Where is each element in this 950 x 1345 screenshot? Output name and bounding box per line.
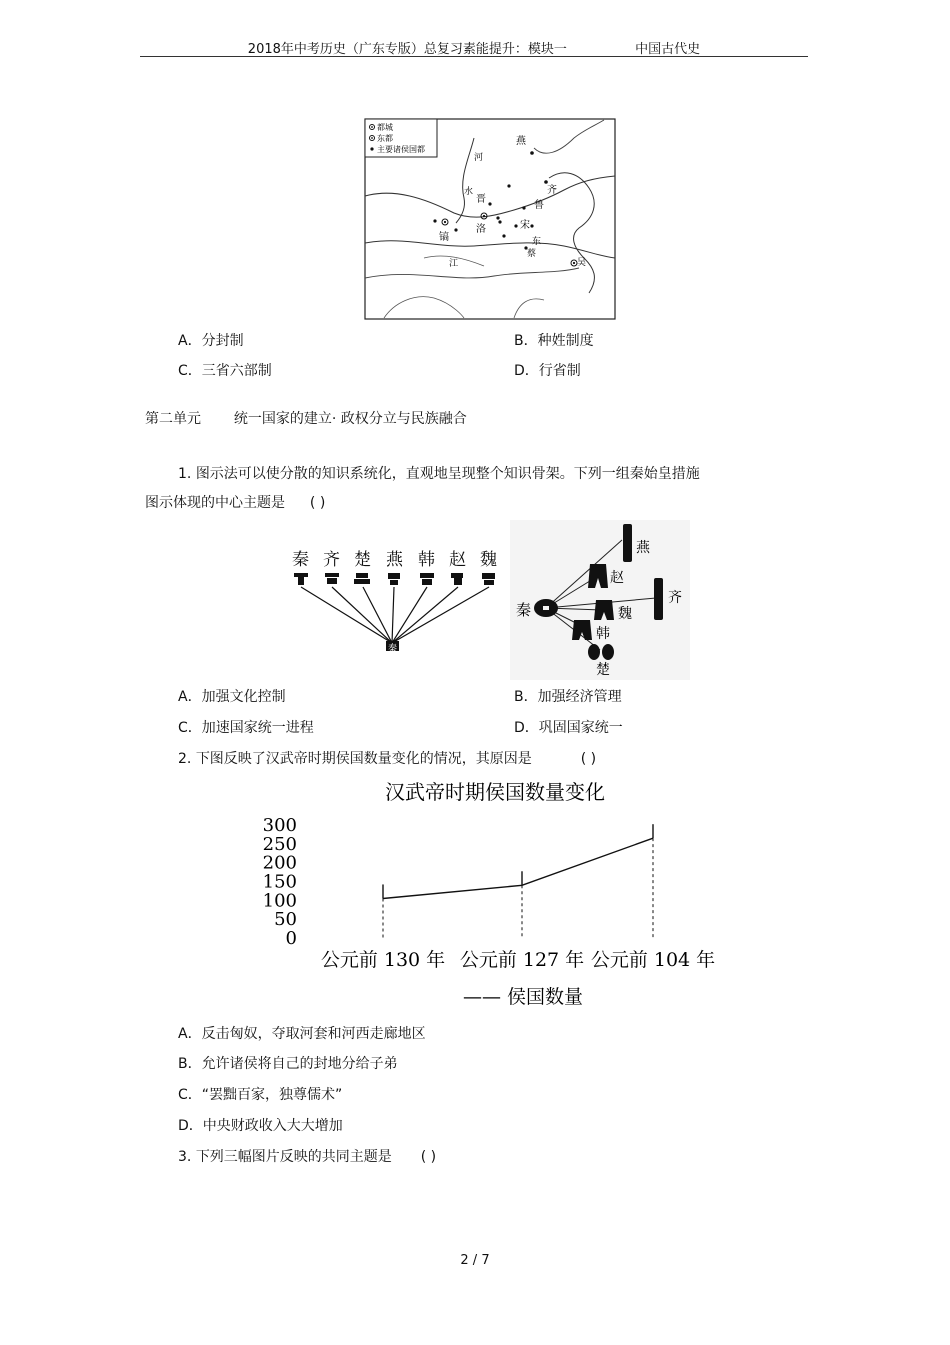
header-subtitle: 中国古代史 [635, 42, 701, 57]
script-state-wei: 魏 [480, 550, 497, 570]
y-tick-label: 150 [262, 871, 297, 893]
q1-option-d: D．巩固国家统一 [514, 720, 623, 736]
coin-state-han: 韩 [596, 626, 610, 642]
q1-figure-coins [510, 520, 690, 680]
prev-option-b: B．种姓制度 [514, 333, 594, 349]
x-tick-label: 公元前 130 年 [320, 949, 446, 971]
page-header [140, 38, 808, 57]
page-number: 2 / 7 [460, 1253, 490, 1268]
q2-option-b: B．允许诸侯将自己的封地分给子弟 [178, 1056, 398, 1072]
series-line-hou-guo [383, 838, 653, 898]
header-rule [140, 56, 808, 57]
q3-answer-blank[interactable]: ( ) [420, 1149, 437, 1165]
coin-state-zhao: 赵 [610, 570, 624, 586]
map-label-dong: 东 [532, 237, 542, 247]
q1-option-b: B．加强经济管理 [514, 689, 622, 705]
map-label-hao: 镐 [439, 232, 449, 243]
q1-option-c: C．加速国家统一进程 [178, 720, 314, 736]
unit-label: 第二单元 [145, 411, 201, 427]
script-state-zhao: 赵 [449, 550, 466, 570]
script-center-qin: 秦 [388, 644, 398, 654]
map-label-song: 宋 [520, 220, 530, 231]
header-title: 2018年中考历史（广东专版）总复习素能提升：模块一 [247, 42, 567, 57]
prev-option-d: D．行省制 [514, 363, 581, 379]
y-tick-label: 300 [262, 815, 297, 836]
zhou-map [364, 118, 616, 320]
coin-state-chu: 楚 [596, 662, 610, 678]
coin-center-qin: 秦 [516, 601, 532, 619]
q1-figure-scripts [288, 545, 500, 655]
prev-option-a: A．分封制 [178, 333, 244, 349]
y-tick-label: 200 [262, 852, 297, 874]
q3-stem: 3. 下列三幅图片反映的共同主题是 ( ) [178, 1149, 437, 1165]
map-label-shui: 水 [464, 187, 474, 197]
chart-legend: —— 侯国数量 [462, 986, 584, 1008]
unit-heading [145, 410, 467, 428]
map-label-jiang: 江 [449, 259, 459, 269]
map-label-jin: 晋 [476, 194, 486, 205]
map-legend-vassal-capital: 主要诸侯国都 [377, 145, 425, 154]
q1-option-a: A．加强文化控制 [178, 689, 286, 705]
script-state-han: 韩 [418, 550, 435, 570]
map-legend-east-capital: 东都 [377, 134, 393, 143]
script-state-yan: 燕 [386, 550, 403, 570]
q2-option-a: A．反击匈奴，夺取河套和河西走廊地区 [178, 1026, 426, 1042]
script-state-qi: 齐 [323, 550, 340, 570]
q2-option-d: D．中央财政收入大大增加 [178, 1118, 343, 1134]
q2-answer-blank[interactable]: ( ) [580, 751, 597, 767]
q2-option-c: C．“罢黜百家，独尊儒术” [178, 1087, 343, 1103]
q1-stem-line1: 1. 图示法可以使分散的知识系统化，直观地呈现整个知识骨架。下列一组秦始皇措施 [178, 466, 700, 482]
y-tick-label: 250 [262, 833, 297, 855]
script-state-chu: 楚 [354, 550, 371, 570]
coin-state-wei: 魏 [618, 606, 632, 622]
map-label-wu: 吴 [577, 258, 587, 268]
coin-state-yan: 燕 [636, 540, 650, 556]
script-state-qin: 秦 [292, 550, 309, 570]
y-tick-label: 100 [262, 890, 297, 912]
q1-answer-blank[interactable]: ( ) [309, 495, 326, 511]
map-legend-capital: 都城 [377, 123, 393, 132]
unit-title: 统一国家的建立· 政权分立与民族融合 [233, 411, 467, 427]
map-label-cai: 蔡 [527, 249, 537, 259]
prev-option-c: C．三省六部制 [178, 363, 272, 379]
map-label-lu: 鲁 [534, 200, 544, 211]
q2-line-chart [255, 775, 735, 1010]
chart-title: 汉武帝时期侯国数量变化 [385, 780, 605, 804]
q1-stem-line2: 图示体现的中心主题是 ( ) [145, 495, 326, 511]
q2-stem: 2. 下图反映了汉武帝时期侯国数量变化的情况，其原因是 ( ) [178, 751, 597, 767]
x-tick-label: 公元前 104 年 [590, 949, 716, 971]
map-label-qi: 齐 [547, 185, 557, 196]
y-tick-label: 50 [274, 909, 297, 931]
map-label-luo: 洛 [476, 224, 486, 235]
x-tick-label: 公元前 127 年 [459, 949, 585, 971]
coin-state-qi: 齐 [668, 590, 682, 606]
map-label-he: 河 [474, 153, 484, 163]
y-tick-label: 0 [285, 928, 297, 949]
map-label-yan: 燕 [516, 136, 526, 147]
